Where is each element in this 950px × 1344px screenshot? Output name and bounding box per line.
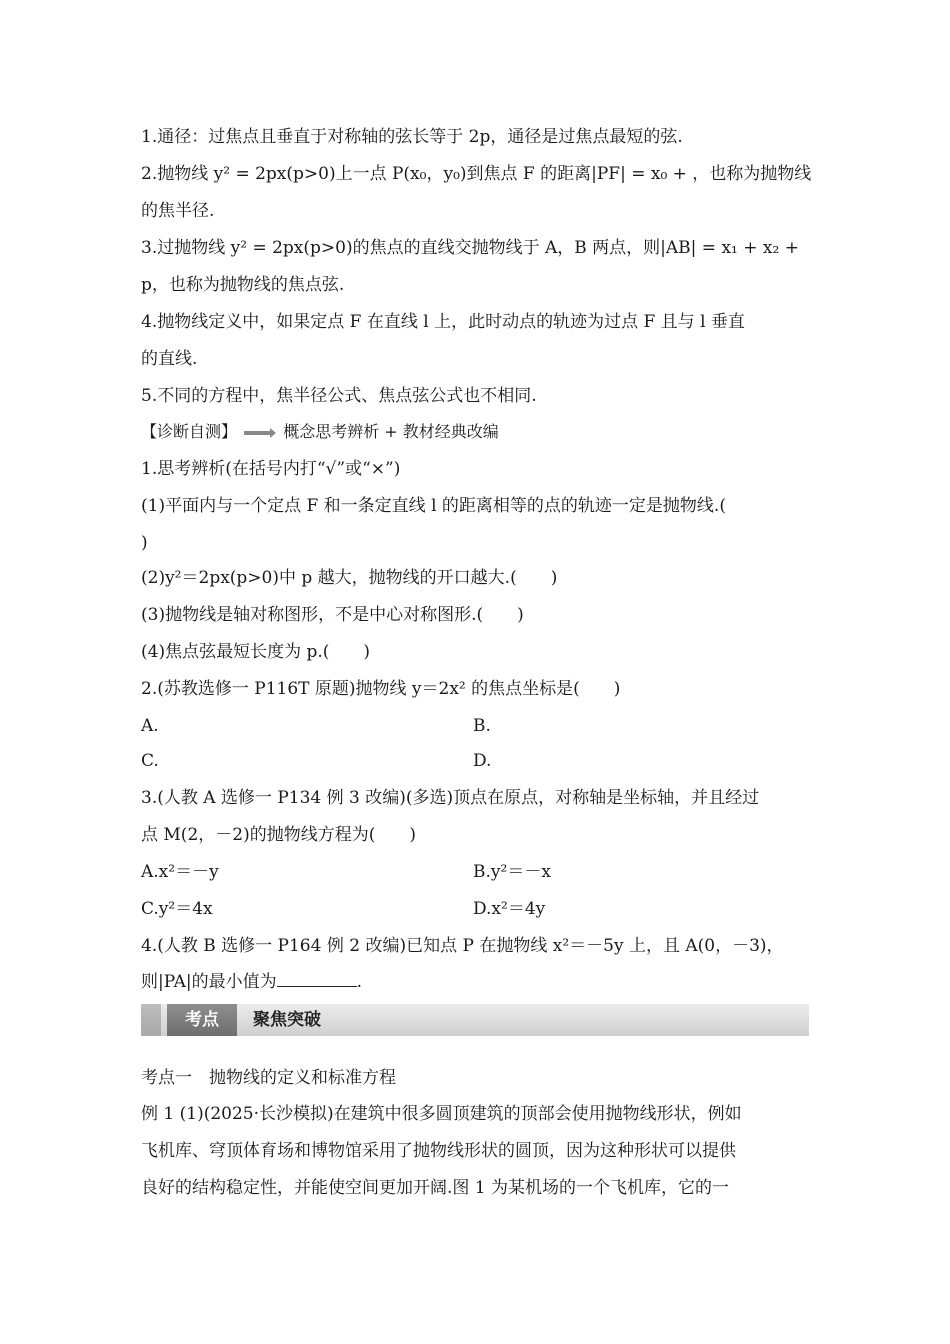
note-line-3: 的焦半径. — [141, 201, 215, 221]
answer-blank — [277, 970, 357, 987]
q1-stem: 1.思考辨析(在括号内打“√”或“×”) — [141, 459, 401, 479]
q3-option-c: C.y²＝4x — [141, 899, 213, 919]
example-line-3: 良好的结构稳定性，并能使空间更加开阔.图 1 为某机场的一个飞机库，它的一 — [141, 1178, 730, 1198]
example-line-1: 例 1 (1)(2025·长沙模拟)在建筑中很多圆顶建筑的顶部会使用抛物线形状，例如 — [141, 1104, 742, 1124]
section-banner — [141, 1004, 809, 1036]
q1-item-2: (2)y²＝2px(p>0)中 p 越大，抛物线的开口越大.( ) — [141, 568, 558, 588]
q4-stem-line-1: 4.(人教 B 选修一 P164 例 2 改编)已知点 P 在抛物线 x²＝－5y 上，且 A(0，－3)， — [141, 936, 784, 956]
topic-title: 考点一 抛物线的定义和标准方程 — [141, 1068, 396, 1088]
note-line-8: 5.不同的方程中，焦半径公式、焦点弦公式也不相同. — [141, 386, 537, 406]
q3-option-b: B.y²＝－x — [473, 862, 551, 882]
q3-option-d: D.x²＝4y — [473, 899, 546, 919]
q2-stem: 2.(苏教选修一 P116T 原题)抛物线 y＝2x² 的焦点坐标是( ) — [141, 679, 621, 699]
note-line-1: 1.通径：过焦点且垂直于对称轴的弦长等于 2p，通径是过焦点最短的弦. — [141, 127, 683, 147]
q3-option-a: A.x²＝－y — [141, 862, 219, 882]
note-line-7: 的直线. — [141, 349, 198, 369]
q1-item-1: (1)平面内与一个定点 F 和一条定直线 l 的距离相等的点的轨迹一定是抛物线.( — [141, 496, 726, 516]
diagnosis-subtitle: 概念思考辨析 + 教材经典改编 — [283, 422, 499, 441]
note-line-2: 2.抛物线 y² = 2px(p>0)上一点 P(x₀，y₀)到焦点 F 的距离|PF| = x₀ + ，也称为抛物线 — [141, 164, 812, 184]
note-line-4: 3.过抛物线 y² = 2px(p>0)的焦点的直线交抛物线于 A，B 两点，则|AB| = x₁ + x₂ + — [141, 238, 799, 258]
example-line-2: 飞机库、穹顶体育场和博物馆采用了抛物线形状的圆顶，因为这种形状可以提供 — [141, 1141, 736, 1161]
banner-title: 聚焦突破 — [253, 1010, 321, 1030]
q1-item-1-end: ) — [141, 533, 148, 553]
q2-option-c: C. — [141, 751, 159, 771]
q3-stem-line-1: 3.(人教 A 选修一 P134 例 3 改编)(多选)顶点在原点，对称轴是坐标轴，并且经过 — [141, 788, 760, 808]
note-line-5: p，也称为抛物线的焦点弦. — [141, 275, 345, 295]
diagnosis-header — [141, 420, 499, 444]
q2-option-d: D. — [473, 751, 492, 771]
q4-stem-line-2 — [141, 970, 362, 994]
q4-stem-end: . — [356, 972, 363, 992]
q3-stem-line-2: 点 M(2，－2)的抛物线方程为( ) — [141, 825, 416, 845]
banner-notch — [141, 1004, 161, 1036]
diagnosis-heading: 【诊断自测】 — [141, 422, 238, 441]
note-line-6: 4.抛物线定义中，如果定点 F 在直线 l 上，此时动点的轨迹为过点 F 且与 l 垂直 — [141, 312, 745, 332]
arrow-right-icon — [244, 428, 276, 438]
q2-option-a: A. — [141, 716, 159, 736]
q1-item-4: (4)焦点弦最短长度为 p.( ) — [141, 642, 371, 662]
q4-stem-text: 则|PA|的最小值为 — [141, 972, 277, 992]
q2-option-b: B. — [473, 716, 491, 736]
banner-tab: 考点 — [167, 1004, 237, 1036]
q1-item-3: (3)抛物线是轴对称图形，不是中心对称图形.( ) — [141, 605, 524, 625]
